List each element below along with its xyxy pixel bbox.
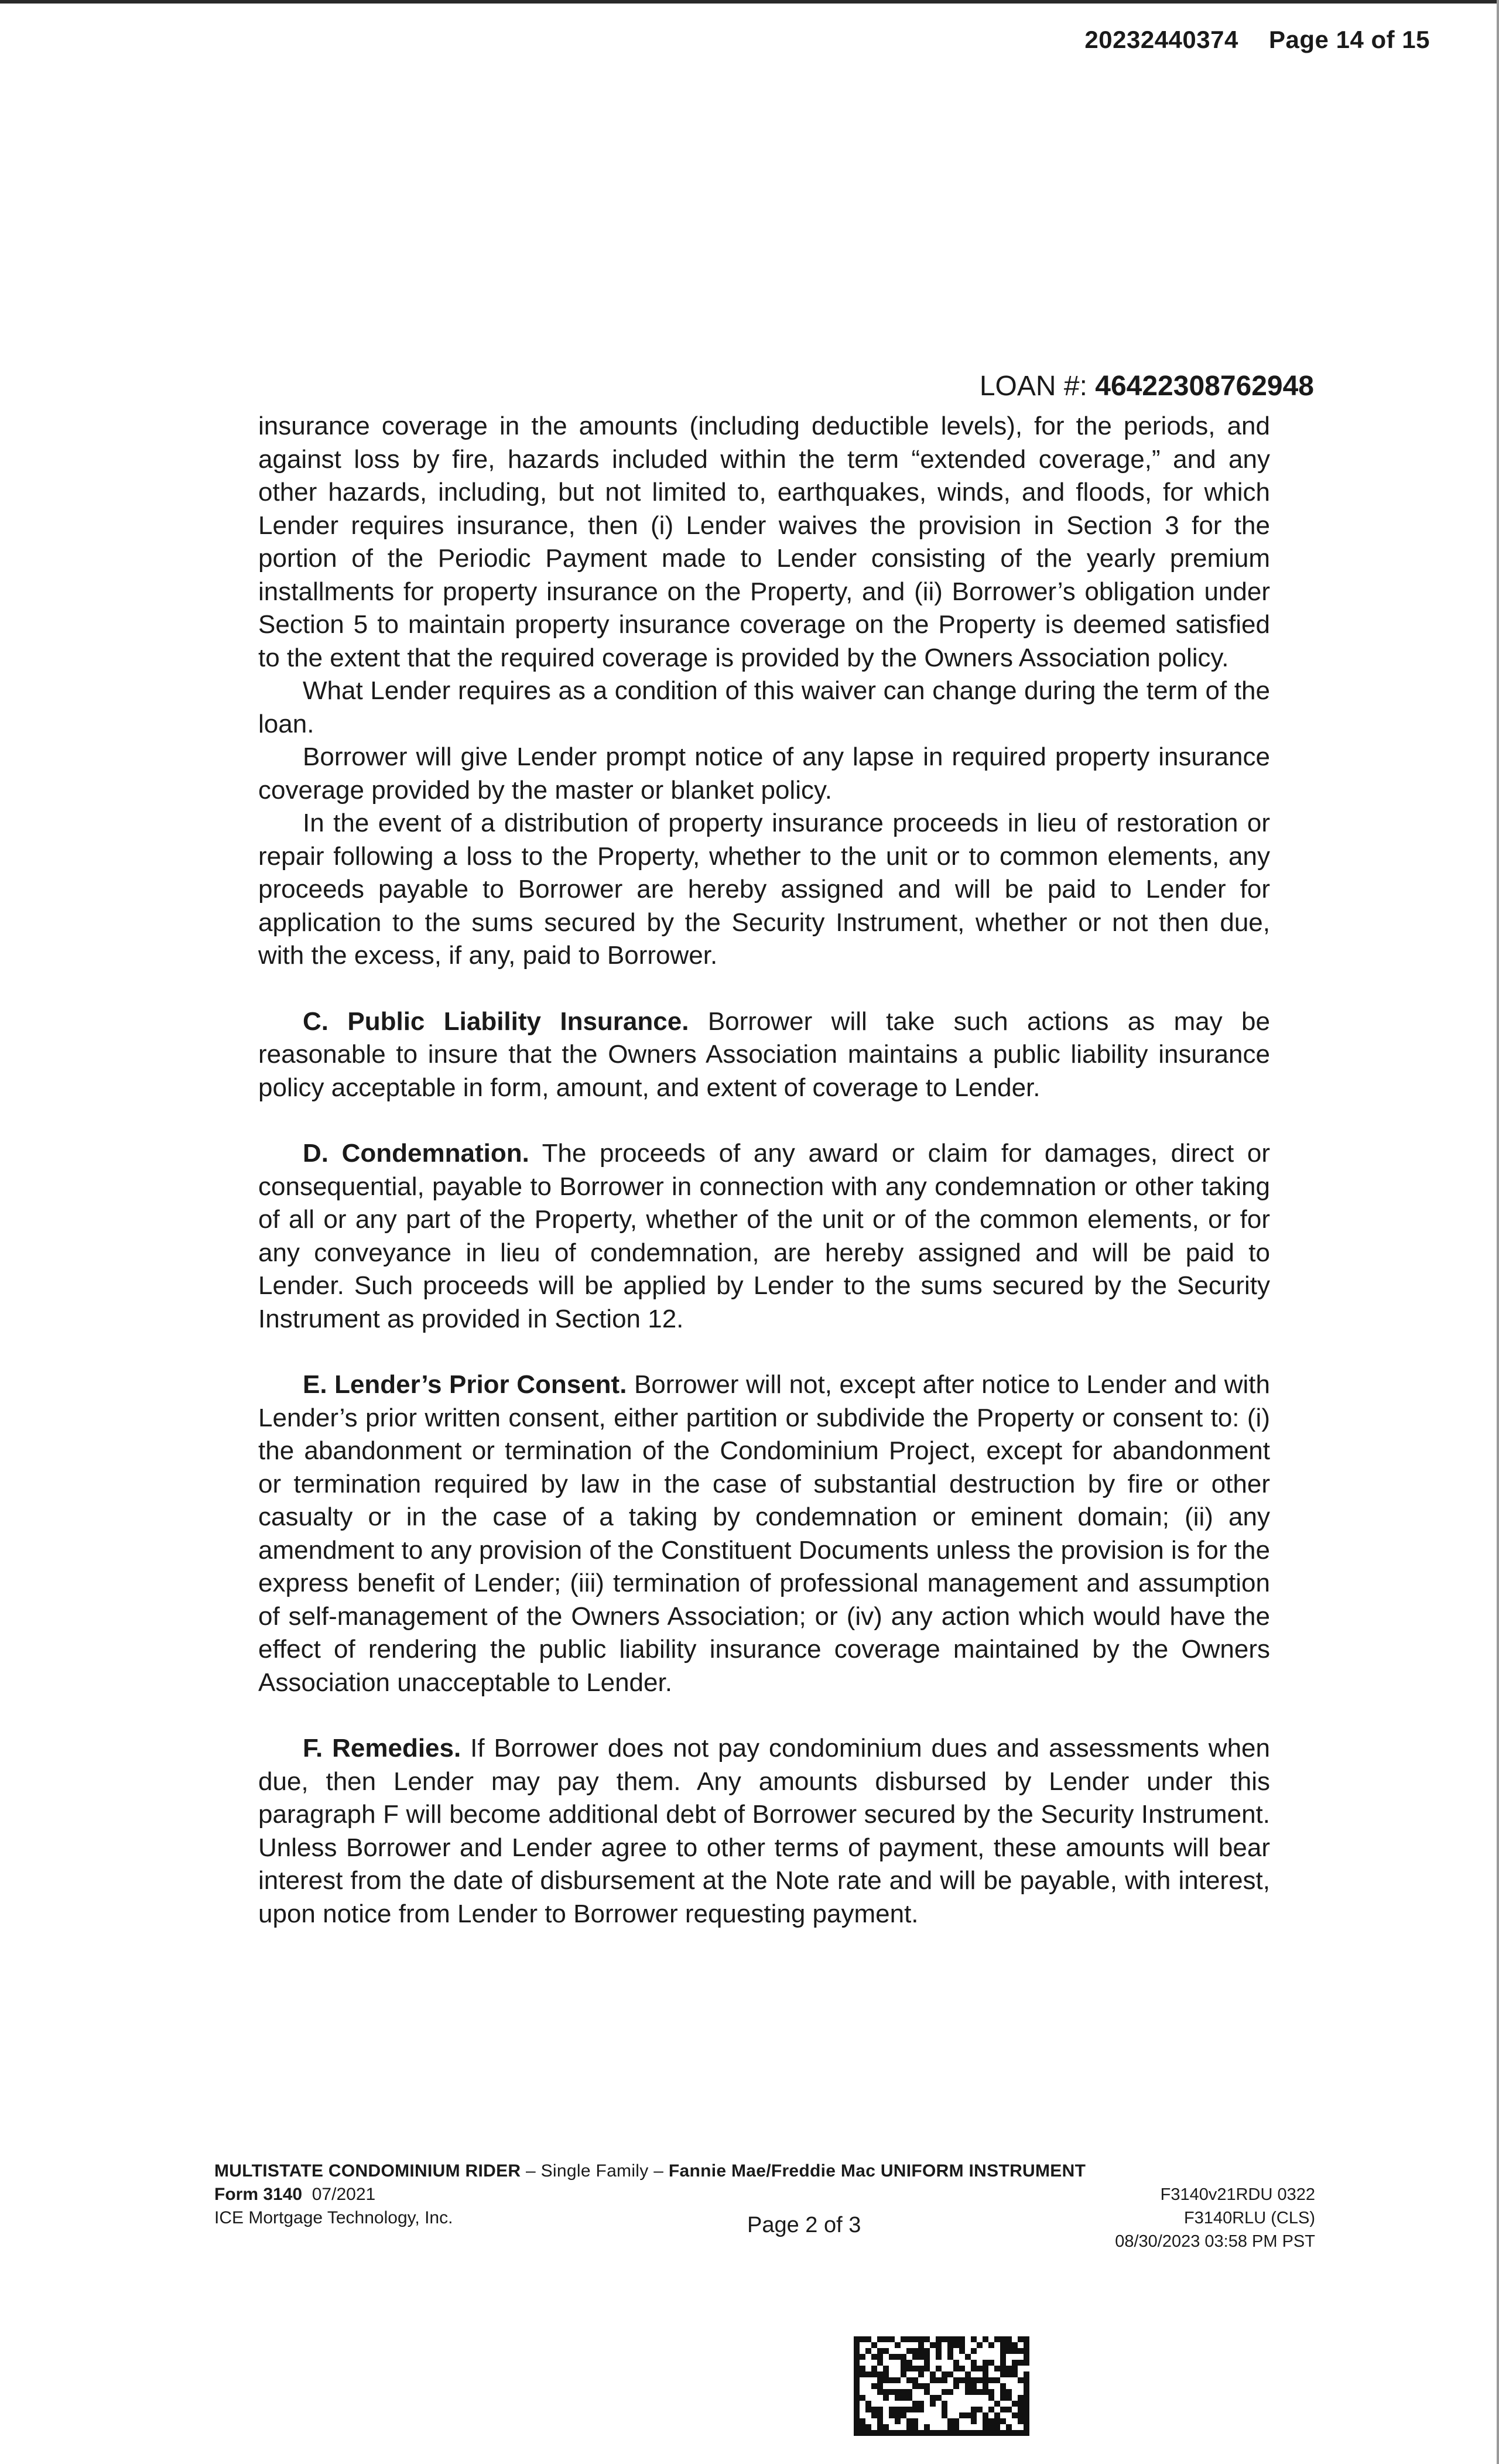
footer-title-instrument: Fannie Mae/Freddie Mac UNIFORM INSTRUMENT [668,2161,1086,2181]
loan-label: LOAN #: [979,371,1087,402]
footer-form-date: 07/2021 [312,2185,376,2204]
recording-page-label: Page 14 of 15 [1269,26,1430,53]
section-d-condemnation [258,1137,1270,1336]
section-d-heading: D. Condemnation. [303,1139,529,1168]
section-c-heading: C. Public Liability Insurance. [303,1007,689,1036]
section-c-public-liability [258,1005,1270,1105]
loan-number: 46422308762948 [1095,371,1314,402]
section-c-text: Borrower will take such actions as may be reasonable to insure that the Owners Association maintains a public liability insurance policy acceptable in form, amount, and extent of coverage to Lender. [258,1007,1271,1102]
2d-barcode-icon [854,2336,1029,2436]
loan-number-line [980,370,1314,402]
footer-title [214,2160,1315,2183]
footer-form-info [214,2183,375,2206]
section-e-prior-consent [258,1368,1270,1699]
section-d-text: The proceeds of any award or claim for damages, direct or consequential, payable to Borrower in connection with any condemnation or other taking of all or any part of the Property, whether of the unit or of the common elements, or for any conveyance in lieu of condemnation, are hereby assigned and will be paid to Lender. Such proceeds will be applied by Lender to the sums secured by the Security Instrument as provided in Section 12. [258,1139,1270,1333]
section-e-text: Borrower will not, except after notice to Lender and with Lender’s prior written consent, either partition or subdivide the Property or consent to: (i) the abandonment or termination of the Condominium Project, except for abandonment or termination required by law in the case of substantial destruction by fire or other casualty or in the case of a taking by condemnation or eminent domain; (ii) any amendment to any provision of the Constituent Documents unless the provision is for the express benefit of Lender; (iii) termination of professional management and assumption of self-management of the Owners Association; or (iv) any action which would have the effect of rendering the public liability insurance coverage maintained by the Owners Association unacceptable to Lender. [258,1370,1271,1697]
paragraph-lapse-notice: Borrower will give Lender prompt notice of any lapse in required property insurance coverage provided by the master or blanket policy. [258,742,1270,805]
footer-company: ICE Mortgage Technology, Inc. [214,2208,453,2227]
paragraph-insurance-proceeds: In the event of a distribution of property insurance proceeds in lieu of restoration or repair following a loss to the Property, whether to the unit or to common elements, any proceeds payable to Borrower are hereby assigned and will be paid to Lender for application to the sums secured by the Security Instrument, whether or not then due, with the excess, if any, paid to Borrower. [258,809,1270,970]
footer-row-form [214,2183,1315,2206]
page-right-edge [1497,0,1499,2464]
section-f-remedies [258,1732,1270,1931]
footer-code-2: F3140RLU (CLS) [1183,2209,1315,2227]
footer-title-rider: MULTISTATE CONDOMINIUM RIDER [214,2161,521,2181]
section-f-heading: F. Remedies. [303,1734,461,1763]
footer-code-1: F3140v21RDU 0322 [1160,2185,1315,2204]
footer-row-company [214,2206,1315,2237]
paragraph-insurance-continuation: insurance coverage in the amounts (including deductible levels), for the periods, and against loss by fire, hazards included within the term “extended coverage,” and any other hazards, including, but not limited to, earthquakes, winds, and floods, for which Lender requires insurance, then (i) Lender waives the provision in Section 3 for the portion of the Periodic Payment made to Lender consisting of the yearly premium installments for property insurance on the Property, and (ii) Borrower’s obligation under Section 5 to maintain property insurance coverage on the Property is deemed satisfied to the extent that the required coverage is provided by the Owners Association policy. [258,412,1270,672]
footer-title-family: – Single Family – [521,2161,669,2181]
footer-row-timestamp [214,2230,1315,2253]
footer-page-number: Page 2 of 3 [747,2213,861,2237]
form-footer [214,2160,1315,2253]
document-number: 20232440374 [1084,26,1238,53]
recording-header [1084,26,1430,54]
rider-body [258,410,1270,1931]
section-e-heading: E. Lender’s Prior Consent. [303,1370,627,1399]
footer-timestamp: 08/30/2023 03:58 PM PST [1115,2232,1315,2251]
paragraph-waiver-condition: What Lender requires as a condition of this waiver can change during the term of the loan. [258,676,1270,738]
section-f-text: If Borrower does not pay condominium dues and assessments when due, then Lender may pay them. Any amounts disbursed by Lender under this paragraph F will become additional debt of Borrower secured by the Security Instrument. Unless Borrower and Lender agree to other terms of payment, these amounts will bear interest from the date of disbursement at the Note rate and will be payable, with interest, upon notice from Lender to Borrower requesting payment. [258,1734,1270,1928]
page-top-edge [0,0,1499,4]
footer-form-label: Form 3140 [214,2185,303,2204]
